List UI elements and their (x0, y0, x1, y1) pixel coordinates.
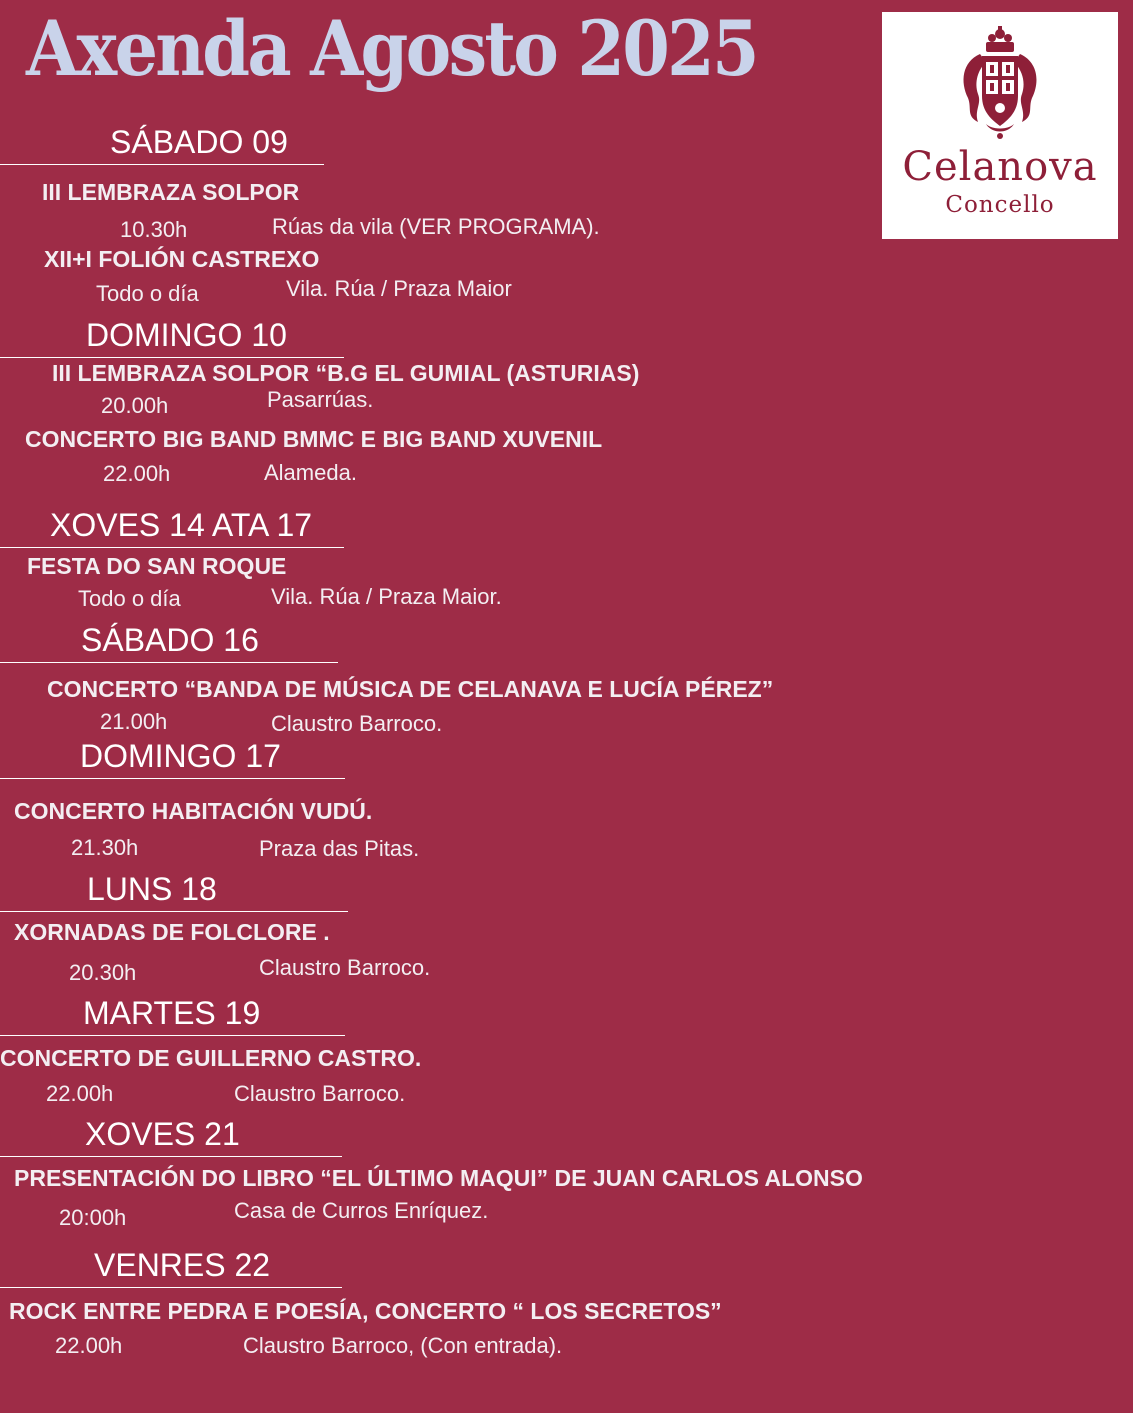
day-label: SÁBADO 09 (110, 124, 288, 160)
day-header (0, 1247, 342, 1288)
day-label: XOVES 21 (85, 1116, 240, 1152)
event-time: Todo o día (78, 586, 181, 611)
event-title: III LEMBRAZA SOLPOR “B.G EL GUMIAL (ASTURIAS) (52, 360, 640, 386)
event-place: Claustro Barroco. (234, 1081, 406, 1106)
event-place: Claustro Barroco. (259, 955, 431, 980)
celanova-logo (882, 12, 1118, 239)
event-time: 20.30h (69, 960, 137, 985)
event-title: CONCERTO HABITACIÓN VUDÚ. (14, 798, 373, 824)
event-title: ROCK ENTRE PEDRA E POESÍA, CONCERTO “ LOS SECRETOS” (9, 1298, 722, 1324)
day-label: DOMINGO 17 (80, 738, 281, 774)
event-time: 21.00h (100, 709, 168, 734)
event-time: 10.30h (120, 217, 188, 242)
event-time: 22.00h (55, 1333, 123, 1358)
day-header (0, 871, 348, 912)
event-title: FESTA DO SAN ROQUE (27, 553, 287, 579)
coat-of-arms-icon (882, 12, 1118, 152)
day-header (0, 1116, 342, 1157)
day-header (0, 507, 344, 548)
event-place: Claustro Barroco, (Con entrada). (243, 1333, 563, 1358)
day-header (0, 995, 345, 1036)
event-place: Casa de Curros Enríquez. (234, 1198, 489, 1223)
event-time: 21.30h (71, 835, 139, 860)
event-time: Todo o día (96, 281, 199, 306)
event-time: 22.00h (46, 1081, 114, 1106)
event-title: III LEMBRAZA SOLPOR (42, 179, 300, 205)
event-title: XORNADAS DE FOLCLORE . (14, 919, 330, 945)
event-place: Claustro Barroco. (271, 711, 443, 736)
day-header (0, 124, 324, 165)
event-title: PRESENTACIÓN DO LIBRO “EL ÚLTIMO MAQUI” DE JUAN CARLOS ALONSO (14, 1165, 863, 1191)
day-label: XOVES 14 ATA 17 (50, 507, 313, 543)
event-place: Praza das Pitas. (259, 836, 420, 861)
logo-subtitle: Concello (945, 192, 1055, 218)
logo-name: Celanova (902, 144, 1098, 190)
event-title: XII+I FOLIÓN CASTREXO (44, 246, 320, 272)
event-time: 20:00h (59, 1205, 127, 1230)
day-header (0, 317, 344, 358)
event-place: Alameda. (264, 460, 357, 485)
page-title: Axenda Agosto 2025 (26, 4, 757, 93)
event-time: 22.00h (103, 461, 171, 486)
event-place: Rúas da vila (VER PROGRAMA). (272, 214, 600, 239)
day-label: MARTES 19 (83, 995, 261, 1031)
day-header (0, 738, 345, 779)
day-header (0, 622, 338, 663)
day-label: SÁBADO 16 (81, 622, 259, 658)
event-title: CONCERTO “BANDA DE MÚSICA DE CELANAVA E LUCÍA PÉREZ” (47, 676, 774, 702)
event-place: Vila. Rúa / Praza Maior. (271, 584, 502, 609)
event-time: 20.00h (101, 393, 169, 418)
event-title: CONCERTO BIG BAND BMMC E BIG BAND XUVENIL (25, 426, 603, 452)
day-label: DOMINGO 10 (86, 317, 287, 353)
event-title: CONCERTO DE GUILLERNO CASTRO. (0, 1045, 422, 1071)
day-label: LUNS 18 (87, 871, 217, 907)
day-label: VENRES 22 (94, 1247, 271, 1283)
event-place: Vila. Rúa / Praza Maior (286, 276, 512, 301)
event-place: Pasarrúas. (267, 387, 374, 412)
